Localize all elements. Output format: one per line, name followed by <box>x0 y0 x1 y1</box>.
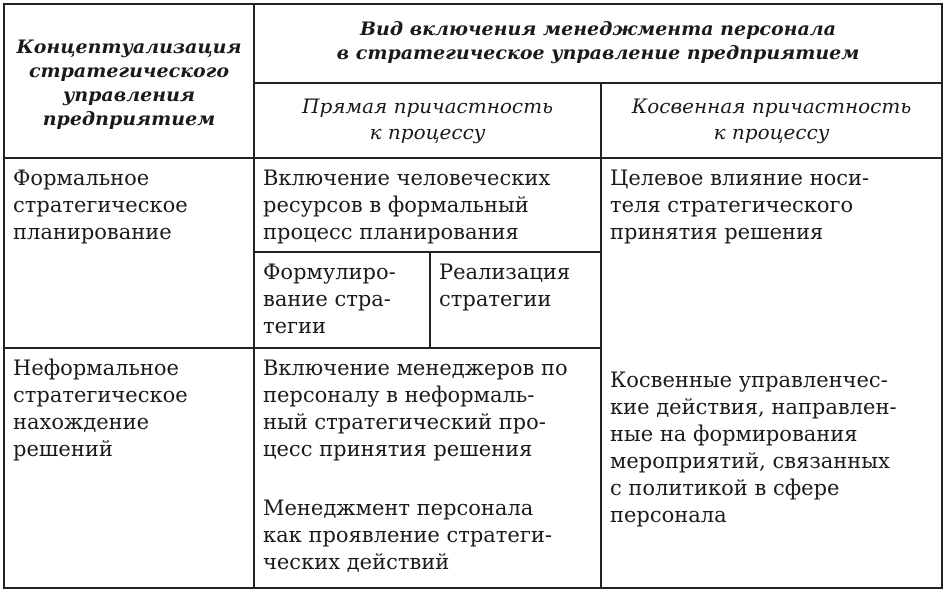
row-informal-direct-1: Включение менеджеров по персоналу в неформаль- ный стратегический про- цесс принятия решения <box>263 356 568 461</box>
header-indirect: Косвенная причастность к процессу <box>631 94 912 144</box>
row-formal-direct: Включение человеческих ресурсов в формальный процесс планирования <box>263 166 551 244</box>
row-divider-header <box>5 157 941 159</box>
header-direct: Прямая причастность к процессу <box>302 94 553 144</box>
row-formal-realization: Реализация стратегии <box>439 260 571 311</box>
row-informal-indirect: Косвенные управленчес- кие действия, направлен- ные на формирования мероприятий, связанных с политикой в сфере персонала <box>610 368 897 527</box>
row-informal-direct-2: Менеджмент персонала как проявление стратеги- ческих действий <box>263 496 552 574</box>
row-divider-sub <box>253 251 600 253</box>
row-divider-header-top <box>253 82 941 84</box>
header-concept: Концептуализация стратегического управления предприятием <box>16 36 242 130</box>
row-divider-informal <box>5 347 600 349</box>
row-formal-formulation: Формулиро- вание стра- тегии <box>263 260 396 338</box>
header-inclusion: Вид включения менеджмента персонала в стратегическое управление предприятием <box>336 18 860 64</box>
row-formal-indirect: Целевое влияние носи- теля стратегического принятия решения <box>610 166 870 244</box>
strategy-table <box>3 3 943 589</box>
row-formal-label: Формальное стратегическое планирование <box>13 166 188 244</box>
row-informal-label: Неформальное стратегическое нахождение решений <box>13 356 188 461</box>
